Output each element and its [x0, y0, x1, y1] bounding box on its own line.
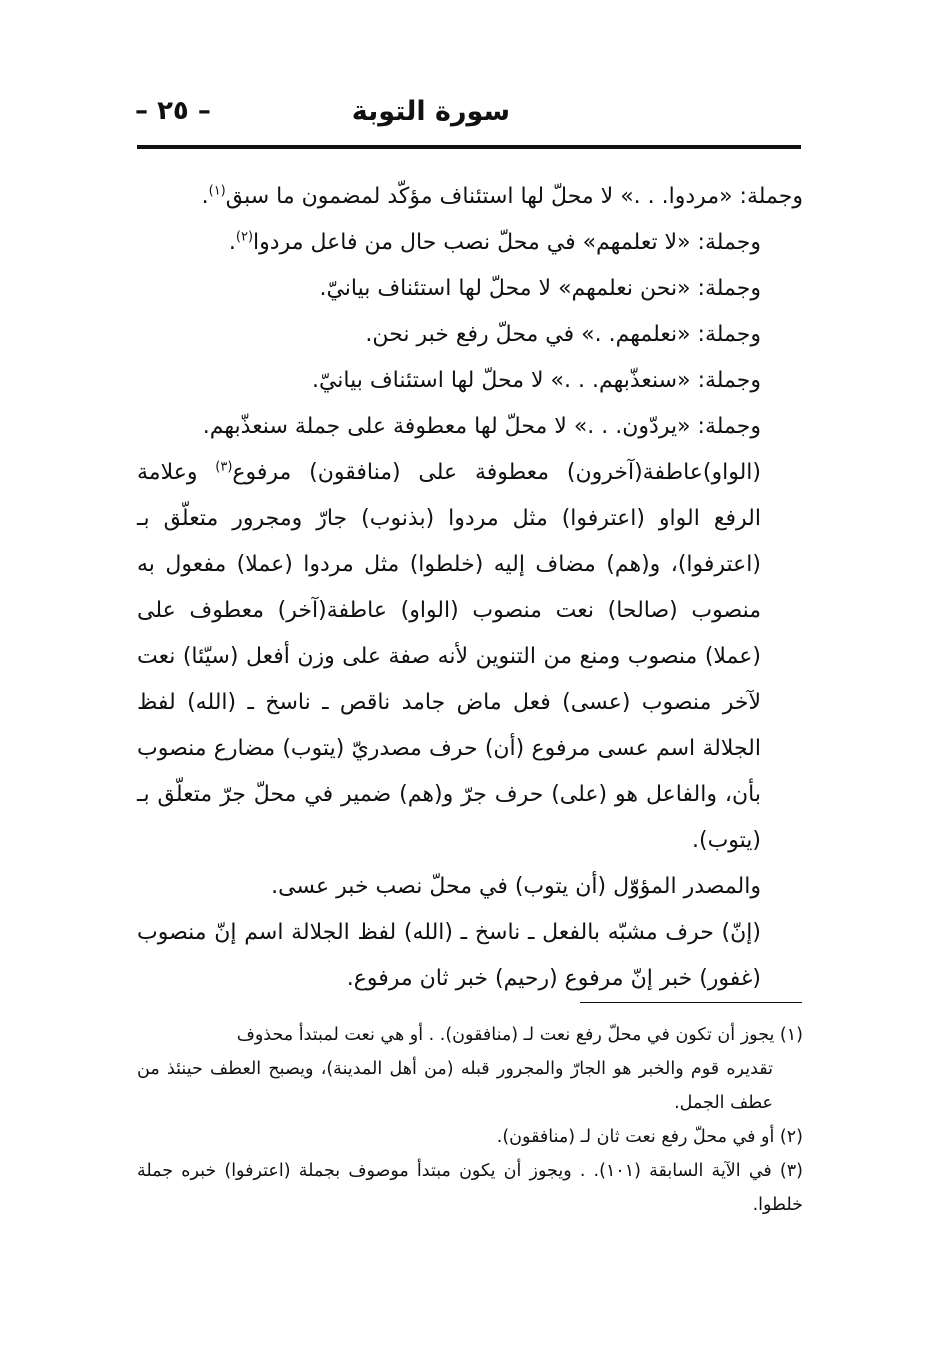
paragraph-2-text: وجملة: «لا تعلمهم» في محلّ نصب حال من فاعل مردوا	[253, 230, 761, 255]
footnote-ref-2: (٢)	[235, 229, 254, 245]
page-number: – ٢٥ –	[135, 96, 211, 126]
footnote-2: (٢) أو في محلّ رفع نعت ثان لـ (منافقون).	[496, 1127, 803, 1147]
paragraph-7-text: (الواو)عاطفة(آخرون) معطوفة على (منافقون) مرفوع	[232, 460, 762, 485]
paragraph-4: وجملة: «نعلمهم. .» في محلّ رفع خبر نحن.	[365, 322, 761, 347]
footnote-ref-3: (٣)	[215, 459, 233, 475]
footnote-divider	[580, 1002, 802, 1003]
paragraph-7-cont: وعلامة الرفع الواو (اعترفوا) مثل مردوا (بذنوب) جارّ ومجرور متعلّق بـ (اعترفوا)، و(هم) مضاف إليه (خلطوا) مثل مردوا (عملا) مفعول به منصوب (صالحا) نعت منصوب (الواو) عاطفة(آخر) معطوف على (عملا) منصوب ومنع من التنوين لأنه صفة على وزن أفعل (سيّئا) نعت لآخر منصوب (عسى) فعل ماض جامد ناقص ـ ناسخ ـ (الله) لفظ الجلالة اسم عسى مرفوع (أن) حرف مصدريّ (يتوب) مضارع منصوب بأن، والفاعل هو (على) حرف جرّ و(هم) ضمير في محلّ جرّ متعلّق بـ (يتوب).	[137, 460, 761, 853]
header-divider	[137, 145, 801, 149]
paragraph-1-text: وجملة: «مردوا. . .» لا محلّ لها استئناف مؤكّد لمضمون ما سبق	[225, 184, 803, 209]
surah-title: سورة التوبة	[351, 96, 510, 127]
paragraph-2: وجملة: «لا تعلمهم» في محلّ نصب حال من فاعل مردوا$^{(٢)}$.	[228, 229, 761, 255]
paragraph-7	[137, 450, 803, 864]
paragraph-3: وجملة: «نحن نعلمهم» لا محلّ لها استئناف بيانيّ.	[319, 276, 761, 301]
footnote-1-continued: تقديره قوم والخبر هو الجارّ والمجرور قبله (من أهل المدينة)، ويصبح العطف حينئذ من عطف الجمل.	[137, 1059, 773, 1113]
paragraph-8: والمصدر المؤوّل (أن يتوب) في محلّ نصب خبر عسى.	[271, 874, 761, 899]
page-header	[135, 92, 800, 144]
footnote-3: (٣) في الآية السابقة (١٠١). . ويجوز أن يكون مبتدأ موصوف بجملة (اعترفوا) خبره جملة خلطوا.	[137, 1161, 803, 1215]
paragraph-1: وجملة: «مردوا. . .» لا محلّ لها استئناف مؤكّد لمضمون ما سبق$^{(١)}$.	[201, 183, 803, 209]
paragraph-5: وجملة: «سنعذّبهم. . .» لا محلّ لها استئناف بيانيّ.	[311, 368, 761, 393]
main-text	[137, 174, 803, 1002]
footnote-ref-1: (١)	[208, 183, 226, 199]
paragraph-6: وجملة: «يردّون. . .» لا محلّ لها معطوفة على جملة سنعذّبهم.	[202, 414, 761, 439]
footnotes	[137, 1018, 803, 1222]
paragraph-9: (إنّ) حرف مشبّه بالفعل ـ ناسخ ـ (الله) لفظ الجلالة اسم إنّ منصوب (غفور) خبر إنّ مرفوع (رحيم) خبر ثان مرفوع.	[137, 920, 761, 991]
footnote-1: (١) يجوز أن تكون في محلّ رفع نعت لـ (منافقون). . أو هي نعت لمبتدأ محذوف	[236, 1025, 803, 1045]
